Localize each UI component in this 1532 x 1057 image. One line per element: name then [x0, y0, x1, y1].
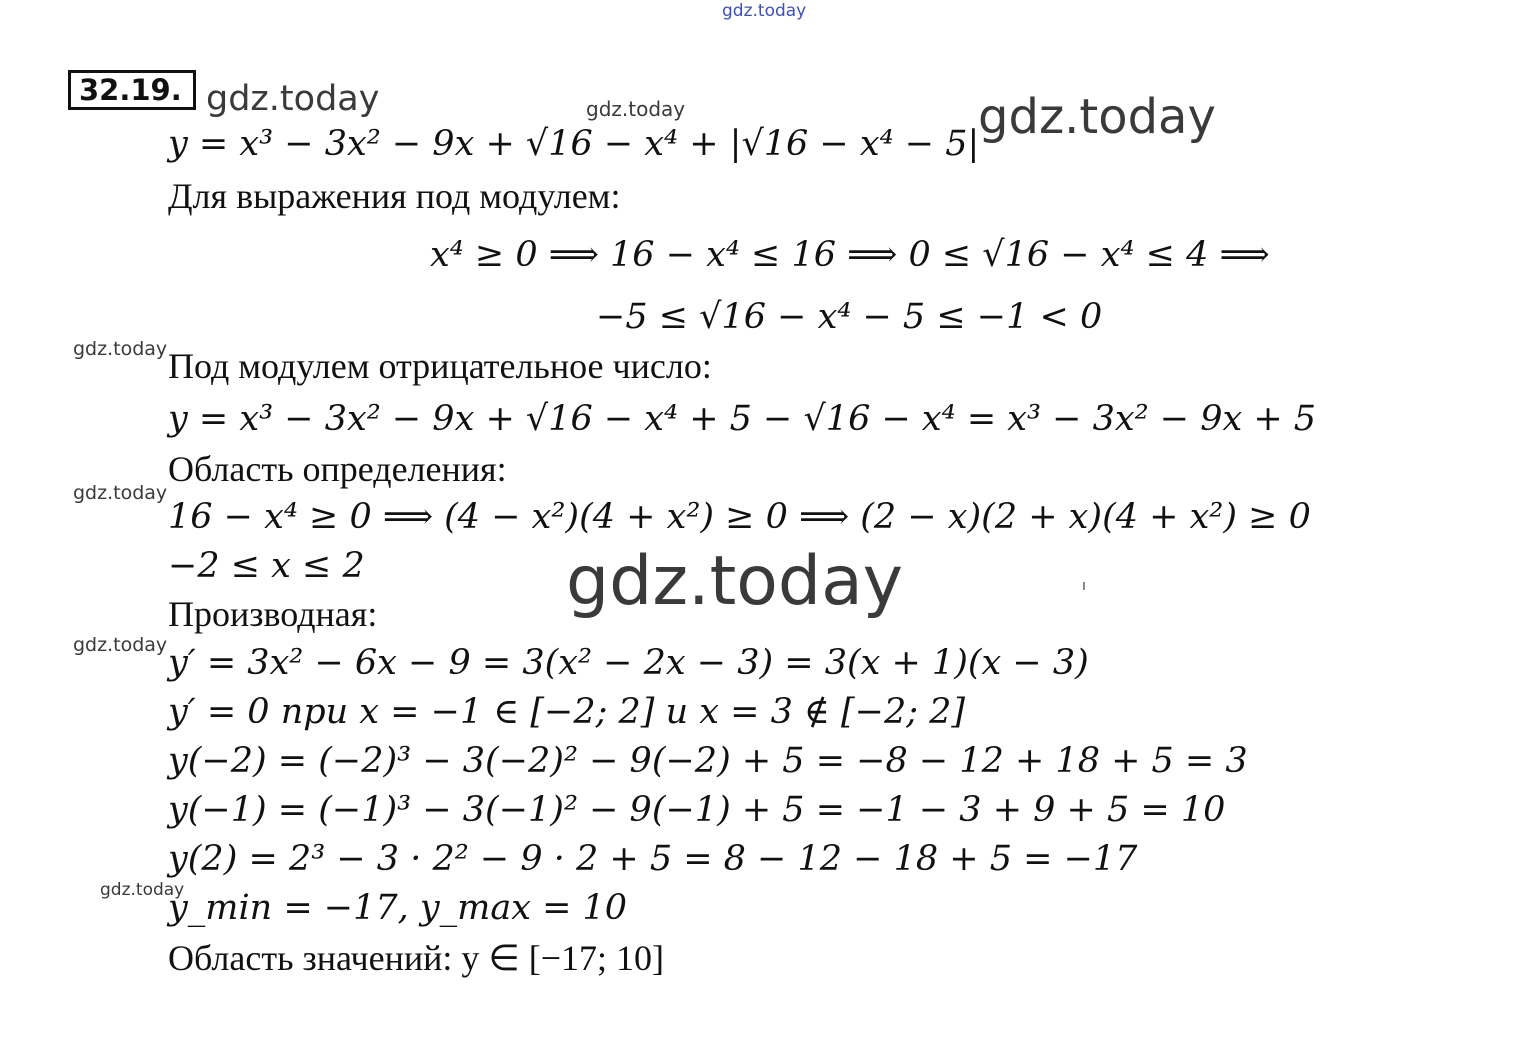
function-definition: y = x³ − 3x² − 9x + √16 − x⁴ + |√16 − x⁴ − 5| — [168, 124, 980, 164]
problem-number: 32.19. — [68, 70, 196, 110]
min-max-values: y_min = −17, y_max = 10 — [168, 888, 628, 928]
range-answer: Область значений: y ∈ [−17; 10] — [168, 938, 665, 978]
watermark-left: gdz.today — [73, 338, 168, 360]
watermark-medium: gdz.today — [978, 89, 1216, 145]
critical-points: y′ = 0 при x = −1 ∈ [−2; 2] и x = 3 ∉ [−2; 2] — [168, 692, 966, 732]
value-at-2: y(2) = 2³ − 3 · 2² − 9 · 2 + 5 = 8 − 12 − 18 + 5 = −17 — [168, 839, 1138, 879]
domain-heading: Область определения: — [168, 449, 507, 489]
watermark-top: gdz.today — [722, 1, 807, 21]
simplified-function: y = x³ − 3x² − 9x + √16 − x⁴ + 5 − √16 − x⁴ = x³ − 3x² − 9x + 5 — [168, 399, 1317, 439]
watermark-left: gdz.today — [73, 482, 168, 504]
value-at-minus-2: y(−2) = (−2)³ − 3(−2)² − 9(−2) + 5 = −8 − 12 + 18 + 5 = 3 — [168, 741, 1248, 781]
stray-mark: ı — [1082, 578, 1086, 594]
inequality-chain-1: x⁴ ≥ 0 ⟹ 16 − x⁴ ≤ 16 ⟹ 0 ≤ √16 − x⁴ ≤ 4 ⟹ — [430, 235, 1270, 275]
domain-result: −2 ≤ x ≤ 2 — [168, 546, 365, 586]
negative-under-modulus-text: Под модулем отрицательное число: — [168, 346, 712, 386]
domain-inequality: 16 − x⁴ ≥ 0 ⟹ (4 − x²)(4 + x²) ≥ 0 ⟹ (2 − x)(2 + x)(4 + x²) ≥ 0 — [168, 497, 1311, 537]
modulus-intro-text: Для выражения под модулем: — [168, 176, 621, 216]
watermark-left: gdz.today — [73, 634, 168, 656]
watermark-left: gdz.today — [100, 880, 185, 900]
derivative-formula: y′ = 3x² − 6x − 9 = 3(x² − 2x − 3) = 3(x + 1)(x − 3) — [168, 643, 1089, 683]
value-at-minus-1: y(−1) = (−1)³ − 3(−1)² − 9(−1) + 5 = −1 − 3 + 9 + 5 = 10 — [168, 790, 1226, 830]
watermark-large: gdz.today — [566, 542, 903, 621]
inequality-chain-2: −5 ≤ √16 − x⁴ − 5 ≤ −1 < 0 — [596, 297, 1103, 337]
derivative-heading: Производная: — [168, 594, 378, 634]
watermark-small: gdz.today — [206, 79, 380, 119]
watermark-small: gdz.today — [586, 97, 686, 121]
